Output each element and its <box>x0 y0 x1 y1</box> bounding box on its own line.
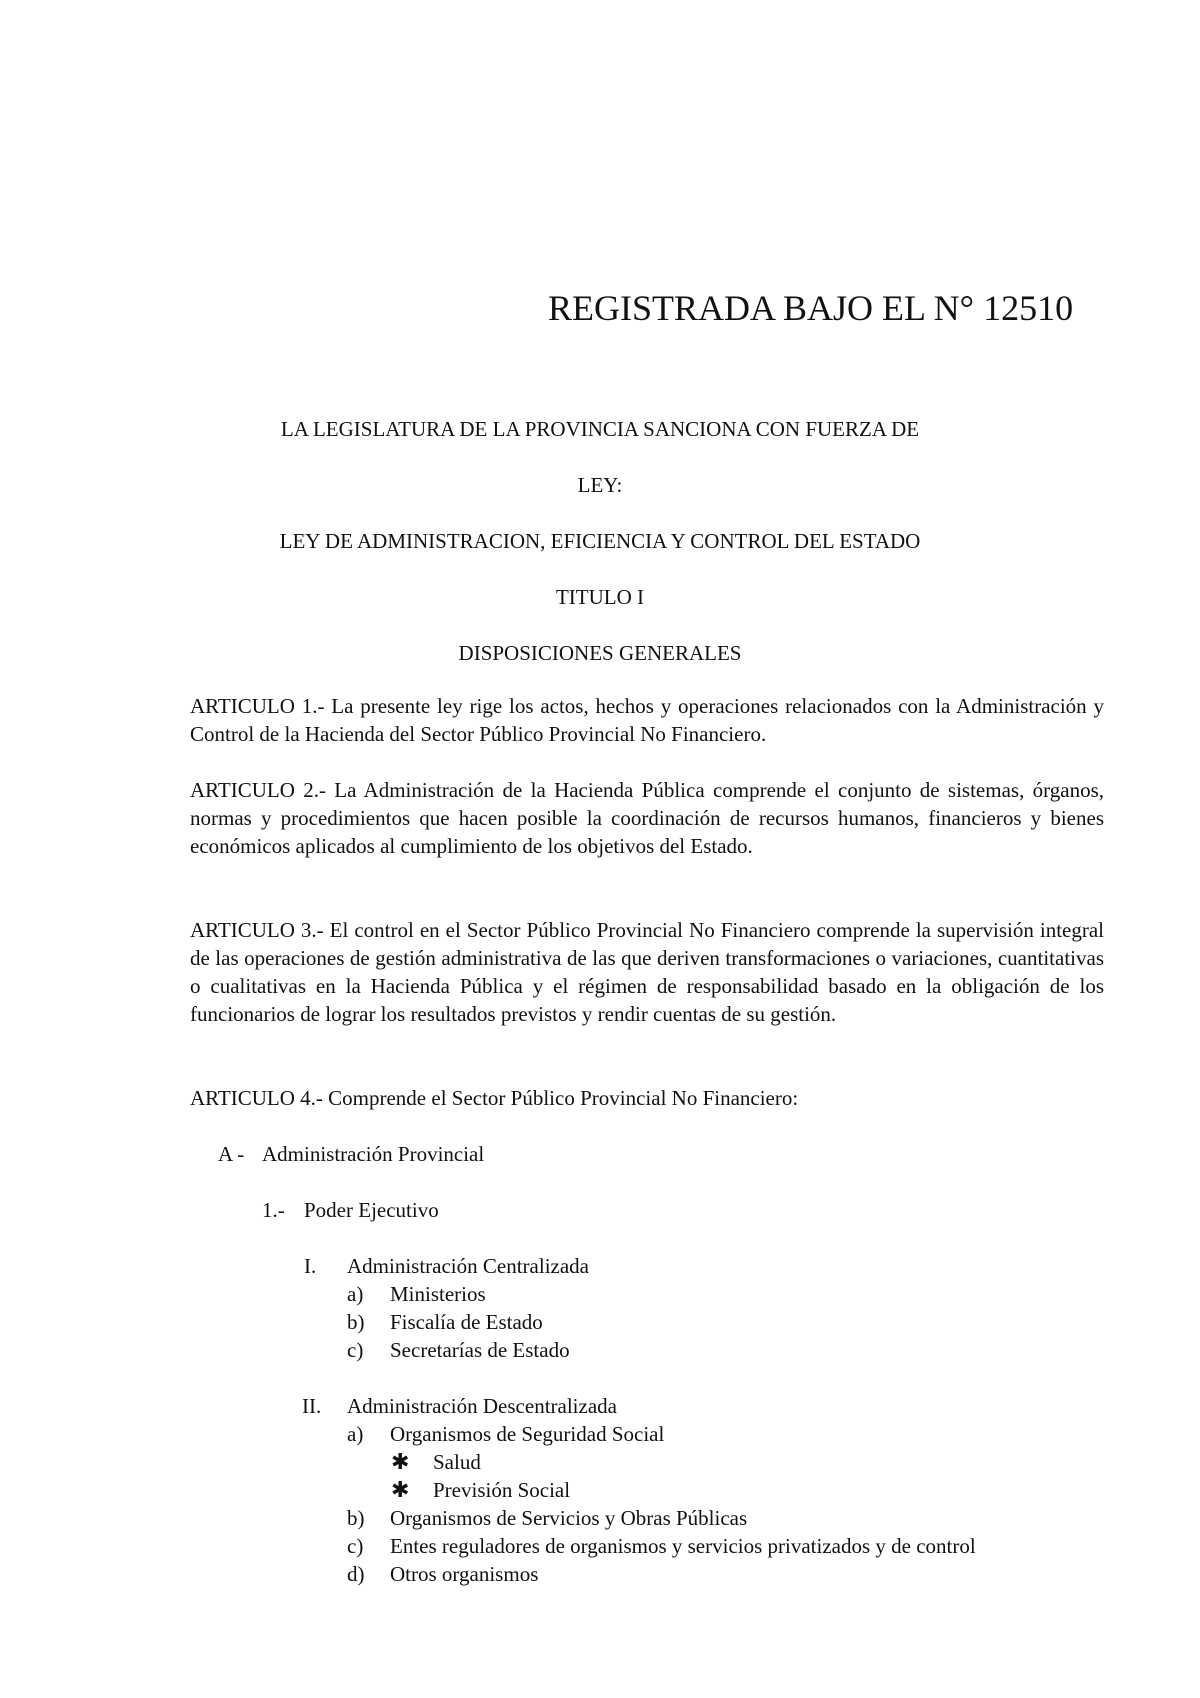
outline-marker-roman-1: I. <box>304 1254 317 1278</box>
list-marker: b) <box>347 1506 365 1530</box>
outline-marker-roman-2: II. <box>302 1394 322 1418</box>
outline-marker-a: A - <box>218 1142 245 1166</box>
list-item: Otros organismos <box>390 1562 539 1586</box>
registration-number: REGISTRADA BAJO EL N° 12510 <box>548 288 1074 328</box>
titulo-name: DISPOSICIONES GENERALES <box>458 641 742 665</box>
list-item: Organismos de Seguridad Social <box>390 1422 665 1446</box>
sanction-line: LA LEGISLATURA DE LA PROVINCIA SANCIONA CON FUERZA DE <box>280 417 920 441</box>
list-marker: d) <box>347 1562 365 1586</box>
list-marker: a) <box>347 1422 364 1446</box>
list-item: Ministerios <box>390 1282 486 1306</box>
list-item: Entes reguladores de organismos y servicios privatizados y de control <box>390 1534 976 1558</box>
list-item: Secretarías de Estado <box>390 1338 570 1362</box>
outline-marker-1: 1.- <box>262 1198 285 1222</box>
outline-item-1: Poder Ejecutivo <box>304 1198 439 1222</box>
article-3: ARTICULO 3.- El control en el Sector Público Provincial No Financiero comprende la supervisión integral de las operaciones de gestión administrativa de las que deriven transformaciones o variaciones, cuantitativas o cualitativas en la Hacienda Pública y el régimen de responsabilidad basado en la obligación de los funcionarios de lograr los resultados previstos y rendir cuentas de su gestión. <box>190 918 1104 1026</box>
article-4: ARTICULO 4.- Comprende el Sector Público Provincial No Financiero: <box>190 1086 799 1110</box>
list-marker: c) <box>347 1338 364 1362</box>
asterisk-bullet-icon: ✱ <box>391 1449 410 1474</box>
list-marker: b) <box>347 1310 365 1334</box>
asterisk-bullet-icon: ✱ <box>391 1477 410 1502</box>
bullet-item: Previsión Social <box>433 1478 571 1502</box>
article-2: ARTICULO 2.- La Administración de la Hacienda Pública comprende el conjunto de sistemas, órganos, normas y procedimientos que hacen posible la coordinación de recursos humanos, financieros y bienes económicos aplicados al cumplimiento de los objetivos del Estado. <box>190 778 1104 858</box>
list-marker: a) <box>347 1282 364 1306</box>
outline-item-roman-2: Administración Descentralizada <box>347 1394 617 1418</box>
article-1: ARTICULO 1.- La presente ley rige los actos, hechos y operaciones relacionados con la Administración y Control de la Hacienda del Sector Público Provincial No Financiero. <box>190 694 1104 746</box>
list-item: Organismos de Servicios y Obras Públicas <box>390 1506 748 1530</box>
ley-label: LEY: <box>577 473 623 497</box>
bullet-item: Salud <box>433 1450 481 1474</box>
list-item: Fiscalía de Estado <box>390 1310 543 1334</box>
law-title: LEY DE ADMINISTRACION, EFICIENCIA Y CONTROL DEL ESTADO <box>279 529 921 553</box>
outline-item-roman-1: Administración Centralizada <box>347 1254 590 1278</box>
list-marker: c) <box>347 1534 364 1558</box>
titulo-heading: TITULO I <box>555 585 645 609</box>
outline-item-a: Administración Provincial <box>262 1142 485 1166</box>
